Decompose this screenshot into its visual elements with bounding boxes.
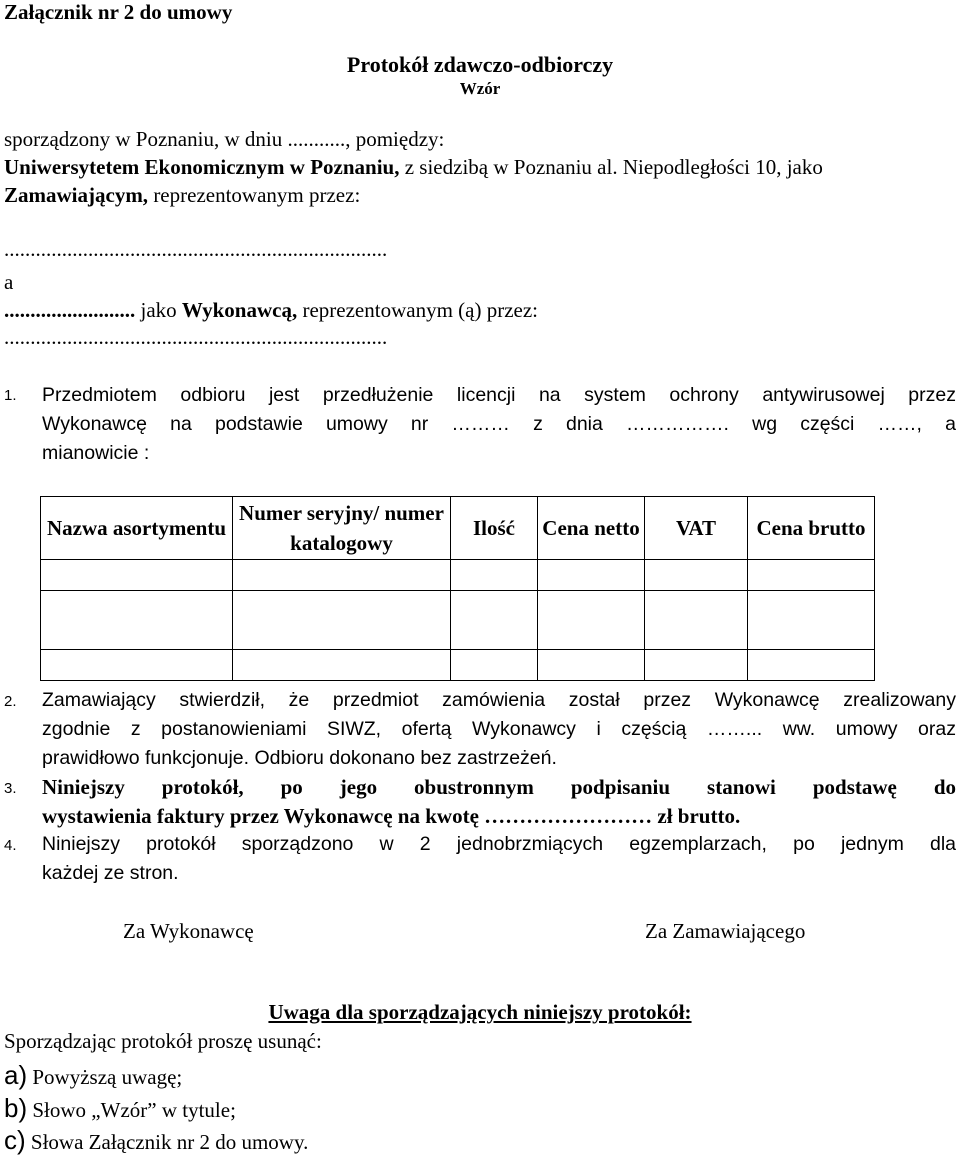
point-4-number: 4. [4,837,17,854]
intro-line-1: sporządzony w Poznaniu, w dniu ..........., pomiędzy: [4,127,445,151]
point-1-line-2: Wykonawcę na podstawie umowy nr ……… z dnia ……………. wg części ……, a [42,413,956,435]
table-cell [645,560,748,591]
table-cell [645,650,748,681]
table-row [41,591,875,650]
note-heading: Uwaga dla sporządzających niniejszy protokół: [268,1000,692,1024]
table-row [41,650,875,681]
col-header-net-price: Cena netto [538,497,645,560]
conjunction-a: a [4,270,14,294]
items-table [40,496,875,681]
table-cell [233,560,451,591]
point-4-line-1: Niniejszy protokół sporządzono w 2 jednobrzmiących egzemplarzach, po jednym dla [42,833,956,855]
signature-client: Za Zamawiającego [645,919,806,943]
col-header-serial: Numer seryjny/ numer katalogowy [233,497,451,560]
table-cell [748,650,875,681]
col-header-gross-price: Cena brutto [748,497,875,560]
table-cell [645,591,748,650]
note-item-letter: c) [4,1125,26,1155]
table-cell [451,650,538,681]
table-cell [748,591,875,650]
contractor-representative-dots: ......................................................................... [4,325,388,349]
table-cell [41,650,233,681]
university-name: Uniwersytetem Ekonomicznym w Poznaniu, [4,155,400,179]
note-item-letter: b) [4,1093,28,1123]
table-cell [41,560,233,591]
note-item-text: Powyższą uwagę; [32,1065,183,1089]
document-subtitle: Wzór [459,79,501,98]
table-cell [748,560,875,591]
intro-line-3: Zamawiającym, reprezentowanym przez: [4,183,361,207]
note-item-letter: a) [4,1060,28,1090]
table-cell [451,560,538,591]
table-cell [41,591,233,650]
table-cell [233,650,451,681]
table-cell [538,650,645,681]
table-cell [233,591,451,650]
point-3-line-1: Niniejszy protokół, po jego obustronnym podpisaniu stanowi podstawę do [42,775,956,799]
table-cell [538,591,645,650]
document-title: Protokół zdawczo-odbiorczy [346,52,614,77]
note-item [4,1093,236,1124]
point-1-line-3: mianowicie : [42,442,150,464]
point-2-line-2: zgodnie z postanowieniami SIWZ, ofertą Wykonawcy i częścią ……... ww. umowy oraz [42,718,956,740]
intro-line-2: Uniwersytetem Ekonomicznym w Poznaniu, z siedzibą w Poznaniu al. Niepodległości 10, jako [4,155,823,179]
table-cell [538,560,645,591]
annex-label: Załącznik nr 2 do umowy [4,0,233,24]
note-item [4,1060,182,1091]
point-2-line-1: Zamawiający stwierdził, że przedmiot zamówienia został przez Wykonawcę zrealizowany [42,689,956,711]
note-item [4,1125,308,1156]
table-header-row [41,497,875,560]
signature-contractor: Za Wykonawcę [123,919,254,943]
table-cell [451,591,538,650]
point-2-line-3: prawidłowo funkcjonuje. Odbioru dokonano bez zastrzeżeń. [42,747,557,769]
col-header-vat: VAT [645,497,748,560]
point-2-number: 2. [4,693,17,710]
point-3-line-2: wystawienia faktury przez Wykonawcę na kwotę …………………… zł brutto. [42,804,741,828]
point-1-number: 1. [4,387,17,404]
client-role: Zamawiającym, [4,183,149,207]
client-representative-dots: ......................................................................... [4,237,388,261]
col-header-quantity: Ilość [451,497,538,560]
col-header-name: Nazwa asortymentu [41,497,233,560]
intro-line-6: ......................... jako Wykonawcą, reprezentowanym (ą) przez: [4,298,539,322]
point-1-line-1: Przedmiotem odbioru jest przedłużenie licencji na system ochrony antywirusowej przez [42,384,956,406]
contractor-role: Wykonawcą, [181,298,298,322]
note-item-text: Słowo „Wzór” w tytule; [32,1098,236,1122]
note-intro: Sporządzając protokół proszę usunąć: [4,1029,322,1053]
point-4-line-2: każdej ze stron. [42,862,179,884]
note-item-text: Słowa Załącznik nr 2 do umowy. [30,1130,309,1154]
table-row [41,560,875,591]
point-3-number: 3. [4,780,17,797]
